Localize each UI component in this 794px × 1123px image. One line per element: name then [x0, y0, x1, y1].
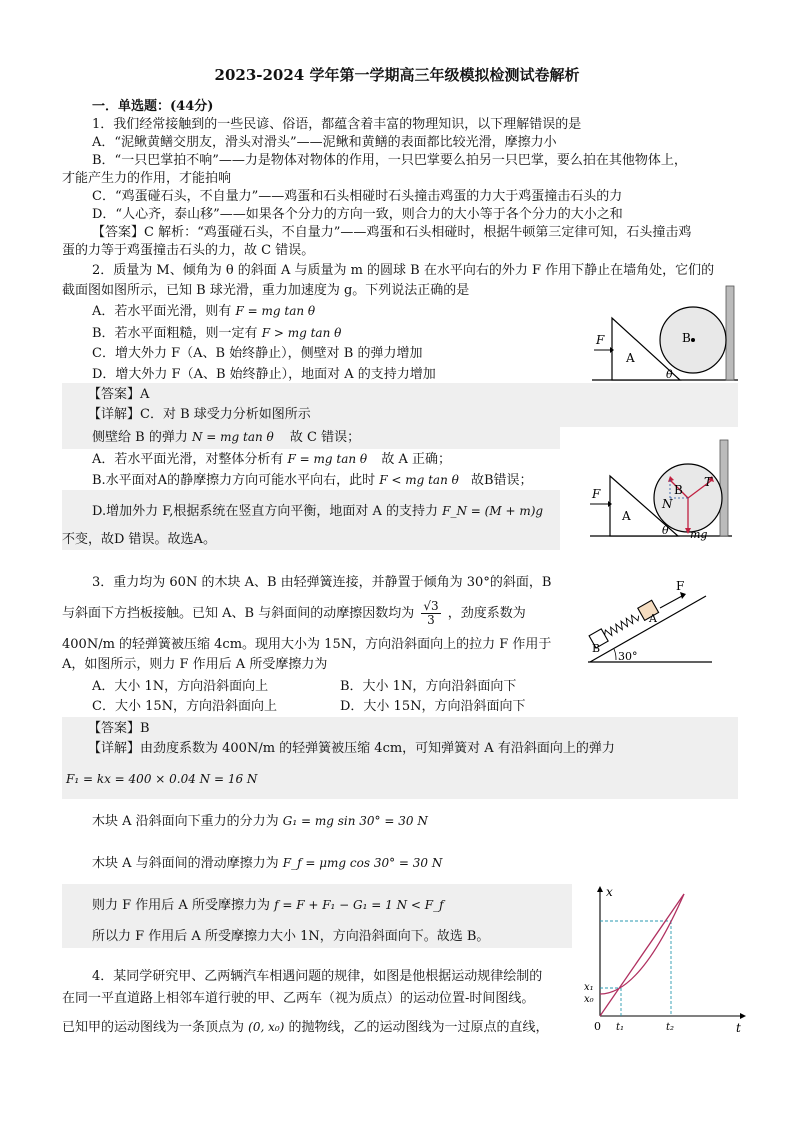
- q2-answer: 【答案】A: [88, 387, 150, 402]
- q1-answer-cont: 蛋的力等于鸡蛋撞击石头的力，故 C 错误。: [62, 243, 315, 258]
- q3-detail-line-3-text: 木块 A 与斜面间的滑动摩擦力为: [92, 856, 279, 871]
- q1-option-c: C．“鸡蛋碰石头，不自量力”——鸡蛋和石头相碰时石头撞击鸡蛋的力大于鸡蛋撞击石头的力: [92, 189, 623, 204]
- q2-detail-line-3: [92, 471, 533, 490]
- fig2-label-a: A: [622, 509, 631, 523]
- q3-answer: 【答案】B: [88, 721, 150, 736]
- q3-fraction-denominator: 3: [427, 613, 435, 627]
- q4-line-3-equation: (0, x₀): [248, 1020, 285, 1034]
- q2-detail-line-2: [92, 450, 451, 469]
- fig2-label-t: T: [704, 475, 713, 489]
- q2-option-a-equation: F = mg tan θ: [235, 304, 316, 318]
- q3-detail-line-4-text: 则力 F 作用后 A 所受摩擦力为: [92, 898, 270, 913]
- q3-detail-line-2: [92, 812, 428, 831]
- q2-detail-line-2-text: A．若水平面光滑，对整体分析有: [92, 452, 284, 467]
- q2-detail-line-3-equation: F < mg tan θ: [379, 473, 459, 487]
- fig2-label-theta: θ: [662, 524, 669, 537]
- q1-stem: 1．我们经常接触到的一些民谚、俗语，都蕴含着丰富的物理知识，以下理解错误的是: [92, 117, 582, 132]
- q2-detail-line-4-equation: F_N = (M + m)g: [442, 504, 544, 518]
- q3-stem-line-2: [62, 600, 526, 627]
- fig4-label-x: x: [606, 885, 613, 899]
- q3-detail-line-4: [92, 896, 444, 915]
- q2-figure-incline-ball: [592, 282, 742, 382]
- page-title: 2023-2024 学年第一学期高三年级模拟检测试卷解析: [214, 66, 580, 84]
- q3-option-d: D．大小 15N，方向沿斜面向下: [340, 699, 526, 714]
- q3-option-b: B．大小 1N，方向沿斜面向下: [340, 679, 517, 694]
- fig2-label-b: B: [674, 483, 683, 497]
- fig4-label-x1: x₁: [584, 982, 594, 993]
- q2-option-a: [92, 302, 315, 321]
- q4-line-3-tail: 的抛物线，乙的运动图线为一过原点的直线，: [288, 1020, 549, 1035]
- q1-option-b: B．“一只巴掌拍不响”——力是物体对物体的作用，一只巴掌要么拍另一只巴掌，要么拍在其他物体上，: [92, 153, 687, 168]
- q2-option-b: [92, 324, 341, 343]
- q4-line-3: [62, 1018, 549, 1037]
- q2-stem: 2．质量为 M、倾角为 θ 的斜面 A 与质量为 m 的圆球 B 在水平向右的外力 F 作用下静止在墙角处，它们的: [92, 263, 715, 278]
- q2-detail-line-2-tail: 故 A 正确；: [381, 452, 451, 467]
- q3-figure-spring-incline: [586, 576, 716, 668]
- q2-stem-cont: 截面图如图所示，已知 B 球光滑，重力加速度为 g。下列说法正确的是: [62, 283, 470, 298]
- q2-detail-line-1-tail: 故 C 错误；: [289, 430, 361, 445]
- q3-detail-line-2-text: 木块 A 沿斜面向下重力的分力为: [92, 814, 279, 829]
- fig1-label-f: F: [596, 333, 605, 347]
- q1-answer: 【答案】C 解析：“鸡蛋碰石头，不自量力”——鸡蛋和石头相碰时，根据牛顿第三定律可知，石头撞击鸡: [92, 225, 692, 240]
- q2-detail-line-5: 不变，故D 错误。故选A。: [62, 532, 216, 547]
- q3-detail: 【详解】由劲度系数为 400N/m 的轻弹簧被压缩 4cm，可知弹簧对 A 有沿斜面向上的弹力: [88, 741, 615, 756]
- q3-equation-spring-force: F₁ = kx = 400 × 0.04 N = 16 N: [66, 772, 258, 786]
- q3-stem: 3．重力均为 60N 的木块 A、B 由轻弹簧连接，并静置于倾角为 30°的斜面，B: [92, 575, 552, 590]
- q4-line-2: 在同一平直道路上相邻车道行驶的甲、乙两车（视为质点）的运动位置-时间图线。: [62, 991, 535, 1006]
- fig4-label-origin: 0: [594, 1020, 601, 1033]
- fig4-label-x0: x₀: [584, 994, 594, 1005]
- fig3-label-b: B: [592, 642, 601, 655]
- q3-stem-line-2-text: 与斜面下方挡板接触。已知 A、B 与斜面间的动摩擦因数均为: [62, 606, 415, 621]
- q3-detail-line-3: [92, 854, 442, 873]
- fig4-label-t2: t₂: [666, 1022, 675, 1033]
- q3-detail-line-3-equation: F_f = μmg cos 30° = 30 N: [282, 856, 443, 870]
- q3-option-a: A．大小 1N，方向沿斜面向上: [92, 679, 269, 694]
- q2-option-d: D．增大外力 F（A、B 始终静止），地面对 A 的支持力增加: [92, 367, 436, 382]
- fig1-label-a: A: [626, 351, 635, 365]
- q3-stem-line-4: A，如图所示，则力 F 作用后 A 所受摩擦力为: [62, 657, 328, 672]
- q2-detail-line-4: [92, 502, 543, 521]
- q4-figure-position-time-graph: [580, 884, 746, 1034]
- fig2-label-f: F: [592, 487, 601, 501]
- fig4-label-t1: t₁: [616, 1022, 625, 1033]
- q2-detail-line-2-equation: F = mg tan θ: [287, 452, 368, 466]
- q4-line-1: 4．某同学研究甲、乙两辆汽车相遇问题的规律，如图是他根据运动规律绘制的: [92, 969, 543, 984]
- q1-option-a: A．“泥鳅黄鳝交朋友，滑头对滑头”——泥鳅和黄鳝的表面都比较光滑，摩擦力小: [92, 135, 557, 150]
- q2-detail-line-3-text: B.水平面对A的静摩擦力方向可能水平向右，此时: [92, 473, 376, 488]
- q2-detail-line-1-text: 侧壁给 B 的弹力: [92, 430, 188, 445]
- q4-line-3-text: 已知甲的运动图线为一条顶点为: [62, 1020, 245, 1035]
- q2-option-a-text: A．若水平面光滑，则有: [92, 304, 232, 319]
- q1-option-d: D．“人心齐，泰山移”——如果各个分力的方向一致，则合力的大小等于各个分力的大小之和: [92, 207, 623, 222]
- q3-stem-line-2-tail: ，劲度系数为: [447, 606, 526, 621]
- fig1-label-theta: θ: [666, 368, 673, 381]
- q3-detail-line-2-equation: G₁ = mg sin 30° = 30 N: [282, 814, 428, 828]
- q2-detail-line-1: [92, 428, 360, 447]
- fig2-label-n: N: [662, 497, 673, 511]
- fig3-label-a: A: [649, 612, 657, 625]
- q3-option-c: C．大小 15N，方向沿斜面向上: [92, 699, 277, 714]
- q3-stem-line-3: 400N/m 的轻弹簧被压缩 4cm。现用大小为 15N，方向沿斜面向上的拉力 F 作用于: [62, 637, 552, 652]
- fig4-label-t: t: [736, 1021, 741, 1034]
- fig2-label-mg: mg: [690, 528, 708, 541]
- q2-option-b-equation: F > mg tan θ: [261, 326, 342, 340]
- q3-detail-line-4-equation: f = F + F₁ − G₁ = 1 N < F_f: [274, 898, 444, 912]
- fig3-label-angle: 30°: [618, 650, 638, 663]
- q2-detail-line-3-tail: 故B错误；: [471, 473, 533, 488]
- q2-detail-line-1-equation: N = mg tan θ: [191, 430, 274, 444]
- fig1-label-b: B: [682, 331, 691, 345]
- q2-figure-force-analysis: [586, 438, 736, 542]
- section-heading: 一．单选题：(44分): [92, 99, 214, 114]
- q3-friction-fraction: [421, 600, 440, 627]
- q3-detail-line-5: 所以力 F 作用后 A 所受摩擦力大小 1N，方向沿斜面向下。故选 B。: [92, 929, 490, 944]
- q2-option-b-text: B．若水平面粗糙，则一定有: [92, 326, 258, 341]
- q2-detail-line-4-text: D.增加外力 F,根据系统在竖直方向平衡，地面对 A 的支持力: [92, 504, 439, 519]
- q2-detail: 【详解】C．对 B 球受力分析如图所示: [88, 407, 311, 422]
- q1-option-b-cont: 才能产生力的作用，才能拍响: [62, 171, 232, 186]
- fig3-label-f: F: [676, 579, 685, 593]
- q2-option-c: C．增大外力 F（A、B 始终静止），侧壁对 B 的弹力增加: [92, 346, 423, 361]
- q3-fraction-numerator: √3: [423, 599, 439, 613]
